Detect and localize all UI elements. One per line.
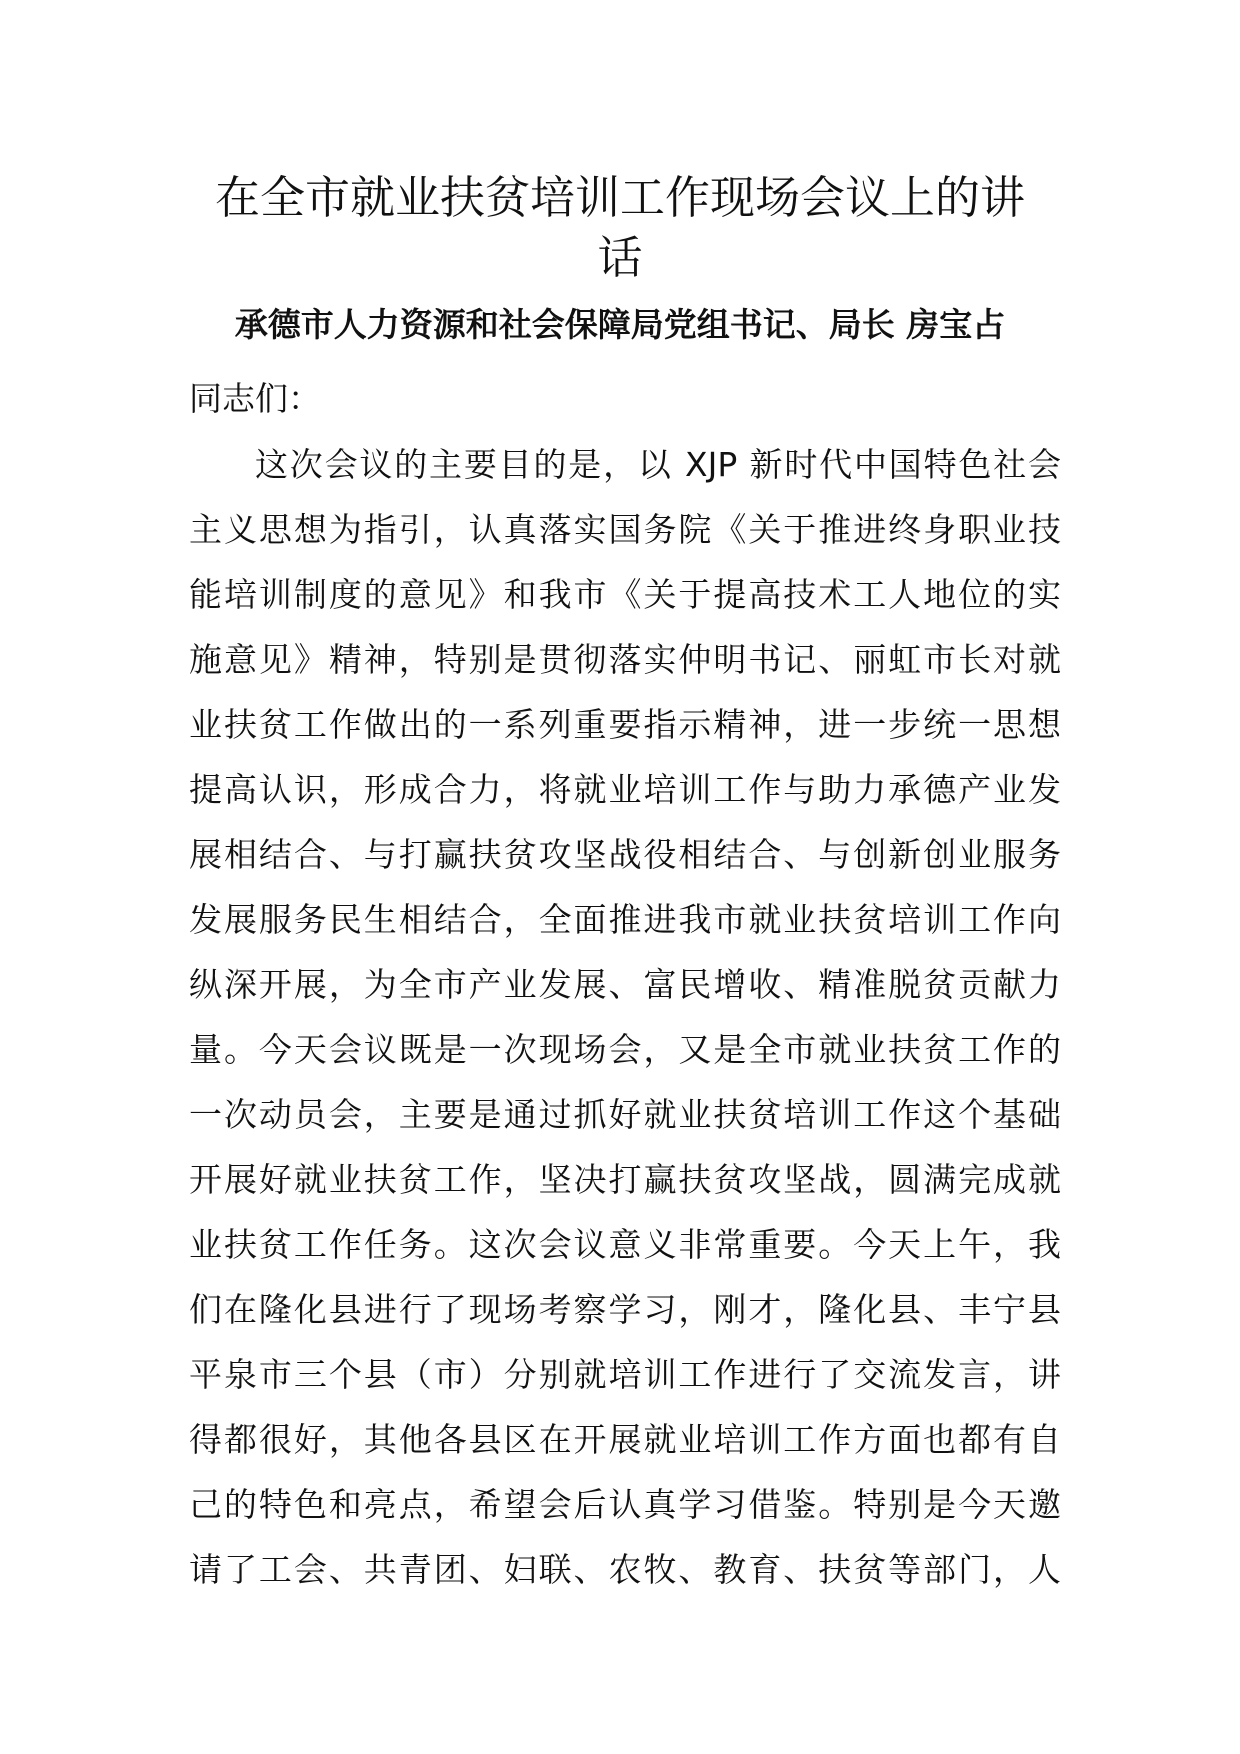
document-title — [150, 168, 1090, 288]
paragraph-line: 提高认识，形成合力，将就业培训工作与助力承德产业发 — [189, 770, 1061, 809]
author-line: 承德市人力资源和社会保障局党组书记、局长 房宝占 — [234, 305, 1006, 344]
paragraph-line: 们在隆化县进行了现场考察学习，刚才，隆化县、丰宁县 — [189, 1290, 1061, 1329]
document-body — [189, 366, 1061, 1602]
paragraph-line: 纵深开展，为全市产业发展、富民增收、精准脱贫贡献力 — [189, 965, 1061, 1004]
paragraph-line: 能培训制度的意见》和我市《关于提高技术工人地位的实 — [189, 575, 1061, 614]
title-line-2: 话 — [597, 231, 643, 284]
paragraph-line: 施意见》精神，特别是贯彻落实仲明书记、丽虹市长对就 — [189, 640, 1061, 679]
greeting: 同志们： — [189, 379, 321, 418]
paragraph-line: 开展好就业扶贫工作，坚决打赢扶贫攻坚战，圆满完成就 — [189, 1160, 1061, 1199]
paragraph-line: 得都很好，其他各县区在开展就业培训工作方面也都有自 — [189, 1420, 1061, 1459]
paragraph-line: 己的特色和亮点，希望会后认真学习借鉴。特别是今天邀 — [189, 1485, 1061, 1524]
title-line-1: 在全市就业扶贫培训工作现场会议上的讲 — [214, 171, 1025, 224]
paragraph-line: 发展服务民生相结合，全面推进我市就业扶贫培训工作向 — [189, 900, 1061, 939]
paragraph-line: 一次动员会，主要是通过抓好就业扶贫培训工作这个基础 — [189, 1095, 1061, 1134]
paragraph-line: 业扶贫工作任务。这次会议意义非常重要。今天上午，我 — [189, 1225, 1061, 1264]
paragraph-line: 这次会议的主要目的是，以 XJP 新时代中国特色社会 — [255, 445, 1061, 484]
paragraph-line: 展相结合、与打赢扶贫攻坚战役相结合、与创新创业服务 — [189, 835, 1061, 874]
paragraph-line: 请了工会、共青团、妇联、农牧、教育、扶贫等部门，人 — [189, 1550, 1061, 1589]
paragraph-line: 业扶贫工作做出的一系列重要指示精神，进一步统一思想 — [189, 705, 1061, 744]
paragraph-line: 量。今天会议既是一次现场会，又是全市就业扶贫工作的 — [189, 1030, 1061, 1069]
paragraph-line: 平泉市三个县（市）分别就培训工作进行了交流发言，讲 — [189, 1355, 1061, 1394]
paragraph-line: 主义思想为指引，认真落实国务院《关于推进终身职业技 — [189, 510, 1061, 549]
